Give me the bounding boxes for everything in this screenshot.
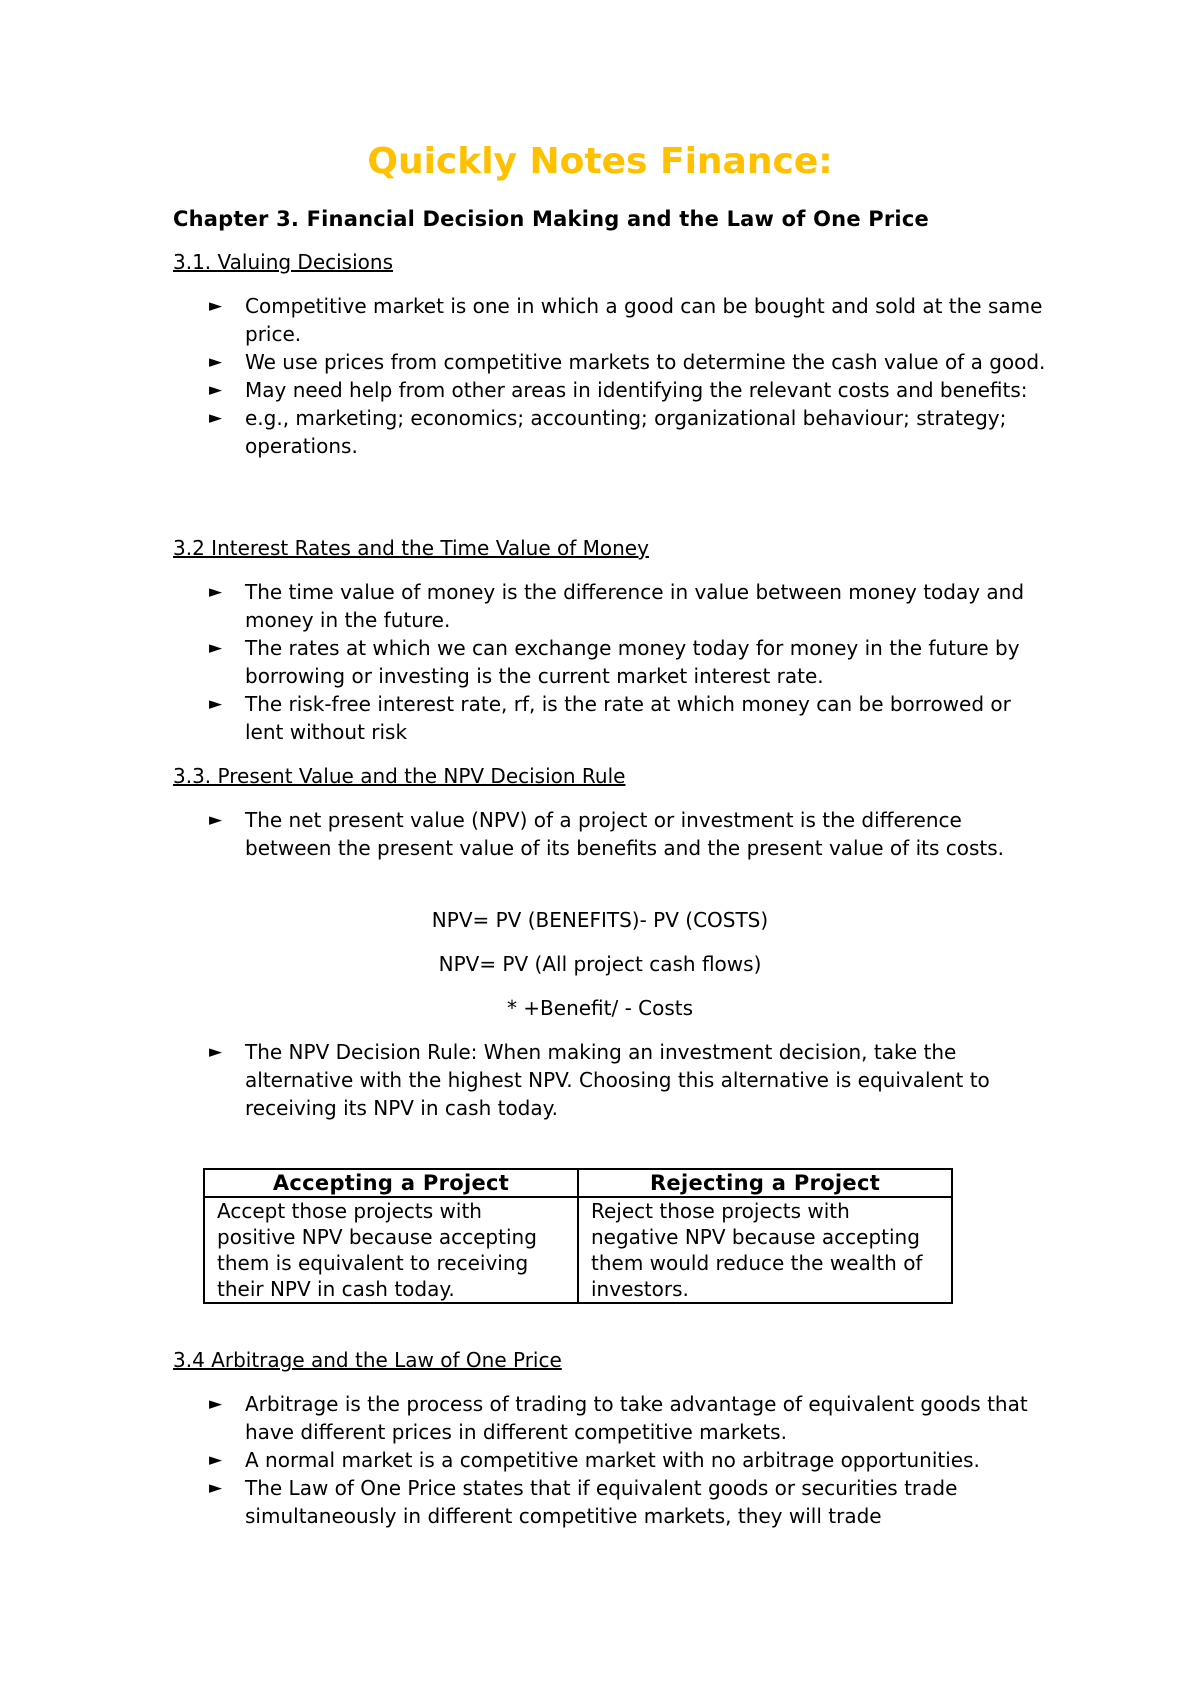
arrow-bullet-icon: ►: [209, 1394, 223, 1414]
arrow-bullet-icon: ►: [209, 638, 223, 658]
npv-formula-note: * +Benefit/ - Costs: [506, 996, 694, 1020]
arrow-bullet-icon: ►: [209, 582, 223, 602]
list-item: ► The Law of One Price states that if equivalent goods or securities trade simultaneously in different competitive markets, they will trade: [209, 1476, 958, 1528]
arrow-bullet-icon: ►: [209, 296, 223, 316]
list-item: ► The rates at which we can exchange money today for money in the future by borrowing or investing is the current market interest rate.: [209, 636, 1020, 688]
list-item: ► The time value of money is the difference in value between money today and money in the future.: [209, 580, 1025, 632]
bullet-list-3-4: [173, 1390, 1053, 1530]
list-item: ► A normal market is a competitive market with no arbitrage opportunities.: [209, 1448, 980, 1472]
table-header-row: [204, 1169, 952, 1197]
list-item: ► The risk-free interest rate, rf, is the rate at which money can be borrowed or lent without risk: [209, 692, 1011, 744]
list-item: ► Competitive market is one in which a good can be bought and sold at the same price.: [209, 294, 1043, 346]
list-item: ► We use prices from competitive markets to determine the cash value of a good.: [209, 350, 1046, 374]
list-item: ► e.g., marketing; economics; accounting; organizational behaviour; strategy; operations.: [209, 406, 1007, 458]
section-heading-3-3: 3.3. Present Value and the NPV Decision Rule: [173, 764, 626, 788]
section-heading-3-4: 3.4 Arbitrage and the Law of One Price: [173, 1348, 562, 1372]
bullet-list-3-2: [173, 578, 1053, 746]
arrow-bullet-icon: ►: [209, 1450, 223, 1470]
arrow-bullet-icon: ►: [209, 1042, 223, 1062]
npv-decision-table: [203, 1168, 953, 1304]
table-row: [204, 1197, 952, 1303]
table-cell-rejecting: Reject those projects with negative NPV because accepting them would reduce the wealth of investors.: [578, 1197, 952, 1303]
npv-formula-1: NPV= PV (BENEFITS)- PV (COSTS): [431, 908, 769, 932]
list-item: ► Arbitrage is the process of trading to take advantage of equivalent goods that have different prices in different competitive markets.: [209, 1392, 1028, 1444]
arrow-bullet-icon: ►: [209, 1478, 223, 1498]
table-cell-accepting: Accept those projects with positive NPV because accepting them is equivalent to receiving their NPV in cash today.: [204, 1197, 578, 1303]
section-heading-3-1: 3.1. Valuing Decisions: [173, 250, 393, 274]
list-item: ► The net present value (NPV) of a project or investment is the difference between the present value of its benefits and the present value of its costs.: [209, 808, 1005, 860]
npv-formula-2: NPV= PV (All project cash flows): [438, 952, 762, 976]
document-title: Quickly Notes Finance:: [367, 141, 833, 182]
arrow-bullet-icon: ►: [209, 408, 223, 428]
arrow-bullet-icon: ►: [209, 694, 223, 714]
table-header-rejecting: Rejecting a Project: [578, 1169, 952, 1197]
list-item: ► The NPV Decision Rule: When making an investment decision, take the alternative with the highest NPV. Choosing this alternative is equivalent to receiving its NPV in cash today.: [209, 1040, 990, 1120]
table-header-accepting: Accepting a Project: [204, 1169, 578, 1197]
arrow-bullet-icon: ►: [209, 380, 223, 400]
chapter-heading: Chapter 3. Financial Decision Making and the Law of One Price: [173, 207, 929, 231]
arrow-bullet-icon: ►: [209, 810, 223, 830]
bullet-list-3-3: [173, 806, 1053, 862]
bullet-list-3-1: [173, 292, 1053, 460]
arrow-bullet-icon: ►: [209, 352, 223, 372]
list-item: ► May need help from other areas in identifying the relevant costs and benefits:: [209, 378, 1028, 402]
bullet-list-3-3-rule: [173, 1038, 1053, 1122]
section-heading-3-2: 3.2 Interest Rates and the Time Value of Money: [173, 536, 649, 560]
